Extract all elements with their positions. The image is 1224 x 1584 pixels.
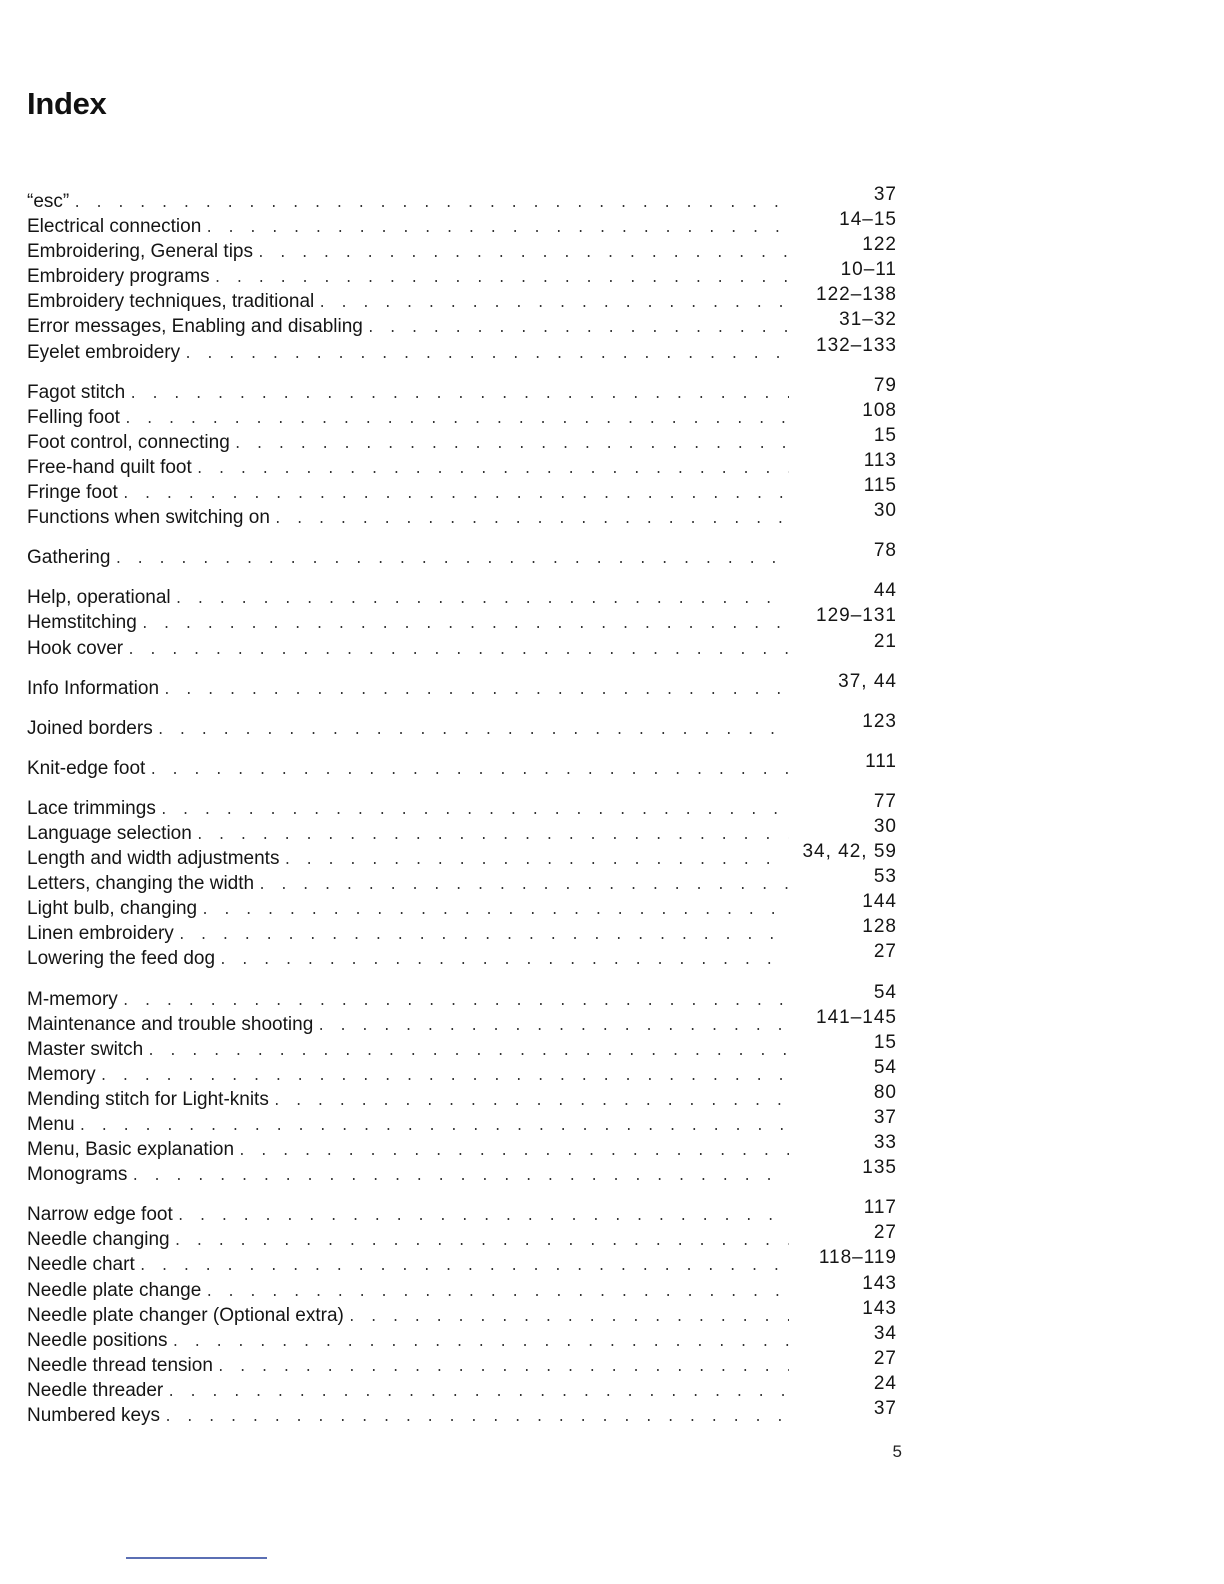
index-group [27, 710, 897, 741]
index-page-ref: 34 [873, 1322, 897, 1344]
index-entry [27, 790, 897, 821]
index-term: Knit-edge foot [27, 757, 146, 779]
dot-leader [122, 482, 789, 507]
index-entry [27, 259, 897, 289]
index-page-ref: 30 [873, 500, 897, 522]
index-term: Felling foot [27, 406, 120, 428]
index-page-ref: 117 [863, 1197, 897, 1219]
dot-leader [348, 1305, 789, 1330]
index-term: Embroidery programs [27, 266, 210, 288]
index-group [27, 374, 897, 531]
index-term: Hook cover [27, 637, 124, 659]
index-term: Mending stitch for Light-knits [27, 1088, 269, 1110]
index-entry [27, 580, 897, 610]
index-term: Joined borders [27, 717, 153, 739]
index-term: Needle changing [27, 1229, 170, 1251]
page-title: Index [27, 86, 107, 121]
dot-leader [184, 342, 789, 367]
dot-leader [124, 407, 789, 432]
dot-leader [163, 678, 789, 703]
index-term: Linen embroidery [27, 923, 174, 945]
index-term: Menu, Basic explanation [27, 1139, 235, 1161]
index-term: Needle threader [27, 1379, 164, 1401]
index-term: Narrow edge foot [27, 1204, 173, 1226]
dot-leader [273, 1089, 789, 1114]
dot-leader [139, 1254, 789, 1279]
index-entry [27, 184, 897, 214]
dot-leader [274, 507, 789, 532]
dot-leader [141, 612, 789, 637]
index-term: Embroidery techniques, traditional [27, 291, 315, 313]
index-term: Needle chart [27, 1254, 135, 1276]
dot-leader [177, 1204, 789, 1229]
index-page-ref: 115 [863, 475, 897, 497]
index-term: Light bulb, changing [27, 898, 198, 920]
index-page-ref: 37 [873, 1107, 897, 1128]
index-group [27, 540, 897, 570]
index-entry [27, 1297, 897, 1328]
index-term: Menu [27, 1114, 75, 1135]
index-page-ref: 135 [862, 1157, 897, 1179]
index-group [27, 790, 897, 972]
index-entry [27, 1006, 897, 1037]
index-page-ref: 113 [863, 449, 897, 471]
index-term: Numbered keys [27, 1405, 161, 1427]
index-entry [27, 841, 897, 871]
index-term: Memory [27, 1063, 96, 1085]
index-term: Fagot stitch [27, 381, 126, 403]
dot-leader [318, 291, 789, 316]
dot-leader [167, 1380, 789, 1405]
index-entry [27, 891, 897, 921]
index-entry [27, 630, 897, 661]
index-page-ref: 37 [873, 184, 897, 205]
index-entry [27, 605, 897, 635]
index-page-ref: 15 [873, 424, 897, 446]
index-term: Lace trimmings [27, 797, 156, 819]
footer-rule [126, 1557, 267, 1559]
index-page-ref: 132–133 [816, 334, 897, 356]
index-page-ref: 15 [873, 1031, 897, 1053]
index-term: Info Information [27, 677, 160, 699]
index-term: Length and width adjustments [27, 848, 280, 870]
index-group [27, 1197, 897, 1428]
index-entry [27, 750, 897, 781]
index-entry [27, 424, 897, 455]
index-entry [27, 1398, 897, 1428]
index-page-ref: 31–32 [839, 309, 897, 331]
index-term: Monograms [27, 1164, 128, 1186]
index-page-ref: 33 [873, 1132, 897, 1154]
index-list [27, 184, 897, 1443]
index-term: Error messages, Enabling and disabling [27, 316, 363, 338]
dot-leader [129, 382, 789, 407]
dot-leader [205, 216, 789, 241]
index-entry [27, 284, 897, 314]
index-term: Embroidering, General tips [27, 241, 253, 263]
index-page-ref: 118–119 [818, 1247, 897, 1269]
index-entry [27, 916, 897, 946]
index-page-ref: 21 [873, 630, 897, 652]
index-entry [27, 1157, 897, 1187]
index-term: Functions when switching on [27, 507, 270, 529]
index-term: Electrical connection [27, 216, 202, 238]
dot-leader [114, 547, 789, 572]
index-entry [27, 475, 897, 505]
index-page-ref: 122 [862, 234, 897, 256]
index-page-ref: 123 [862, 710, 897, 732]
index-group [27, 580, 897, 660]
index-page-ref: 144 [862, 891, 897, 913]
dot-leader [217, 1355, 789, 1380]
index-page-ref: 27 [873, 941, 897, 963]
index-entry [27, 540, 897, 570]
index-entry [27, 1322, 897, 1353]
index-page-ref: 54 [873, 1056, 897, 1078]
dot-leader [127, 638, 789, 663]
index-term: Help, operational [27, 587, 171, 609]
dot-leader [131, 1164, 789, 1189]
index-entry [27, 1056, 897, 1087]
index-entry [27, 1272, 897, 1303]
index-entry [27, 449, 897, 480]
index-page-ref: 34, 42, 59 [802, 841, 897, 863]
index-entry [27, 500, 897, 530]
index-term: Needle thread tension [27, 1354, 213, 1376]
index-term: Free-hand quilt foot [27, 456, 192, 478]
index-term: Lowering the feed dog [27, 948, 216, 970]
index-entry [27, 334, 897, 365]
dot-leader [171, 1330, 789, 1355]
index-term: Eyelet embroidery [27, 341, 181, 363]
index-term: “esc” [27, 191, 70, 212]
index-group [27, 670, 897, 701]
dot-leader [174, 1229, 789, 1254]
index-term: M-memory [27, 988, 118, 1010]
dot-leader [257, 241, 789, 266]
index-entry [27, 710, 897, 741]
index-entry [27, 1222, 897, 1252]
dot-leader [100, 1064, 789, 1089]
index-entry [27, 1247, 897, 1277]
index-page-ref: 128 [862, 916, 897, 938]
page-number: 5 [892, 1442, 902, 1461]
index-page-ref: 37, 44 [838, 670, 897, 692]
dot-leader [214, 266, 789, 291]
index-page-ref: 14–15 [839, 209, 897, 231]
index-term: Language selection [27, 822, 192, 844]
index-group [27, 184, 897, 365]
index-term: Needle plate change [27, 1279, 202, 1301]
index-page-ref: 80 [873, 1081, 897, 1103]
index-term: Gathering [27, 547, 111, 569]
index-term: Foot control, connecting [27, 431, 230, 453]
index-page-ref: 10–11 [840, 259, 897, 281]
dot-leader [196, 823, 789, 848]
index-term: Maintenance and trouble shooting [27, 1013, 314, 1035]
index-entry [27, 866, 897, 896]
index-page-ref: 143 [862, 1272, 897, 1294]
index-page-ref: 78 [873, 540, 897, 562]
index-term: Needle positions [27, 1329, 168, 1351]
dot-leader [205, 1280, 789, 1305]
dot-leader [147, 1039, 789, 1064]
index-group [27, 750, 897, 781]
index-page-ref: 30 [873, 815, 897, 837]
index-entry [27, 1081, 897, 1112]
index-group [27, 981, 897, 1188]
dot-leader [238, 1139, 789, 1164]
index-term: Needle plate changer (Optional extra) [27, 1304, 344, 1326]
index-page-ref: 27 [873, 1347, 897, 1369]
index-term: Letters, changing the width [27, 873, 255, 895]
dot-leader [178, 923, 789, 948]
index-entry [27, 234, 897, 264]
dot-leader [317, 1014, 789, 1039]
index-page-ref: 79 [873, 374, 897, 396]
index-page-ref: 129–131 [816, 605, 897, 627]
dot-leader [73, 191, 789, 216]
index-page-ref: 122–138 [816, 284, 897, 306]
dot-leader [258, 873, 789, 898]
index-entry [27, 1197, 897, 1227]
index-page-ref: 24 [873, 1372, 897, 1394]
dot-leader [201, 898, 789, 923]
dot-leader [122, 989, 789, 1014]
dot-leader [160, 798, 789, 823]
dot-leader [149, 758, 789, 783]
index-entry [27, 941, 897, 971]
index-entry [27, 1347, 897, 1378]
dot-leader [219, 948, 789, 973]
index-page-ref: 53 [873, 866, 897, 888]
index-entry [27, 981, 897, 1012]
index-entry [27, 1372, 897, 1403]
index-term: Master switch [27, 1038, 144, 1060]
index-page-ref: 143 [862, 1297, 897, 1319]
index-page-ref: 27 [873, 1222, 897, 1244]
dot-leader [79, 1114, 789, 1139]
index-term: Fringe foot [27, 482, 118, 504]
index-page-ref: 141–145 [816, 1006, 897, 1028]
index-entry [27, 209, 897, 239]
index-entry [27, 374, 897, 405]
index-term: Hemstitching [27, 612, 137, 634]
dot-leader [367, 316, 789, 341]
dot-leader [175, 587, 789, 612]
index-entry [27, 399, 897, 430]
dot-leader [157, 718, 789, 743]
dot-leader [164, 1405, 789, 1430]
index-page-ref: 77 [873, 790, 897, 812]
dot-leader [234, 432, 789, 457]
dot-leader [283, 848, 789, 873]
index-page-ref: 108 [862, 399, 897, 421]
index-entry [27, 309, 897, 339]
index-page-ref: 54 [873, 981, 897, 1003]
dot-leader [196, 457, 789, 482]
index-page-ref: 44 [873, 580, 897, 602]
index-page-ref: 111 [865, 750, 897, 772]
index-entry [27, 1107, 897, 1137]
index-entry [27, 1132, 897, 1162]
index-entry [27, 670, 897, 701]
index-page-ref: 37 [873, 1398, 897, 1420]
index-entry [27, 1031, 897, 1062]
index-entry [27, 815, 897, 846]
